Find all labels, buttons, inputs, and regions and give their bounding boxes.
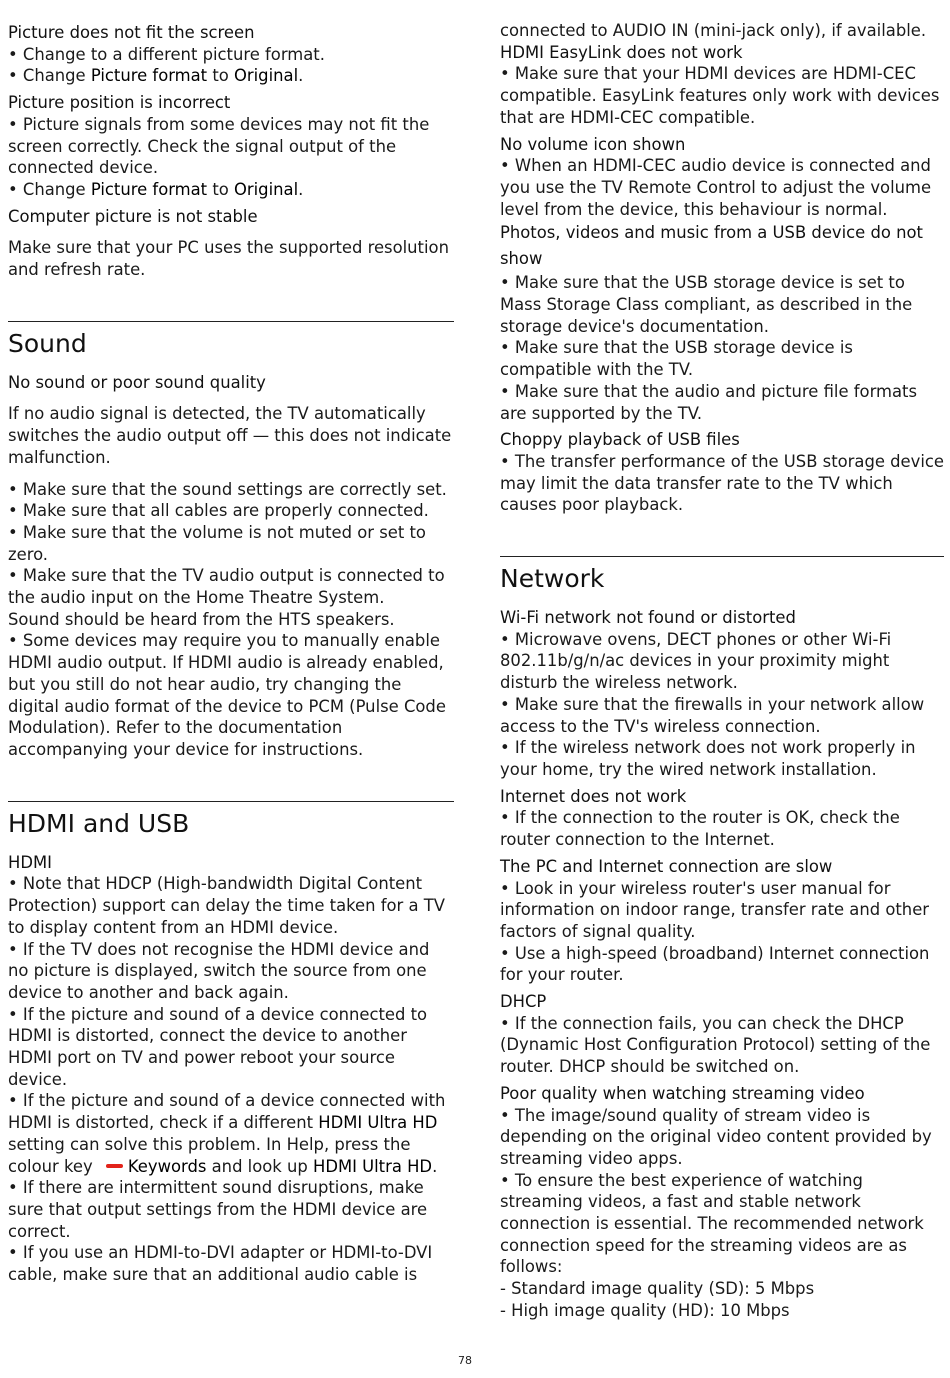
streaming-hd-speed: - High image quality (HD): 10 Mbps	[500, 1300, 790, 1320]
left-column	[8, 22, 454, 1286]
slow-connection-bullet-2: • Use a high-speed (broadband) Internet connection for your router.	[500, 943, 930, 985]
usb-media-bullet-2: • Make sure that the USB storage device is compatible with the TV.	[500, 338, 853, 380]
original-term: Original	[233, 66, 299, 86]
hdmi-bullet-2: • If the TV does not recognise the HDMI device and no picture is displayed, switch the source from one device to another and back again.	[8, 939, 430, 1002]
wifi-heading: Wi-Fi network not found or distorted	[500, 608, 796, 628]
sound-intro: If no audio signal is detected, the TV automatically switches the audio output off — this does not indicate malfunction.	[8, 404, 452, 467]
internet-heading: Internet does not work	[500, 786, 687, 806]
page-number: 78	[458, 1354, 472, 1367]
hdmi-usb-section-title: HDMI and USB	[8, 808, 190, 838]
picture-fit-heading: Picture does not fit the screen	[8, 23, 255, 42]
no-sound-heading: No sound or poor sound quality	[8, 372, 266, 392]
usb-media-bullet-3: • Make sure that the audio and picture file formats are supported by the TV.	[500, 381, 917, 423]
picture-fit-bullet-1: • Change to a different picture format.	[8, 44, 325, 64]
dhcp-heading: DHCP	[500, 992, 547, 1012]
easylink-bullet-1: • Make sure that your HDMI devices are HDMI-CEC compatible. EasyLink features only work with devices that are HDMI-CEC compatible.	[500, 64, 940, 127]
sound-bullet-1: • Make sure that the sound settings are correctly set.	[8, 479, 447, 499]
hdmi-bullet-5: • If there are intermittent sound disruptions, make sure that output settings from the HDMI device are correct.	[8, 1178, 428, 1241]
original-term: Original	[233, 179, 299, 199]
usb-media-heading: Photos, videos and music from a USB device do not show	[500, 223, 923, 269]
sound-bullet-4-note: Sound should be heard from the HTS speakers.	[8, 609, 395, 629]
volume-icon-bullet-1: • When an HDMI-CEC audio device is connected and you use the TV Remote Control to adjust the volume level from the device, this behaviour is normal.	[500, 156, 932, 219]
picture-position-heading: Picture position is incorrect	[8, 93, 231, 113]
sound-bullet-2: • Make sure that all cables are properly connected.	[8, 501, 429, 521]
sound-section-title: Sound	[8, 328, 87, 358]
hdmi-bullet-4: • If the picture and sound of a device connected with HDMI is distorted, check if a different HDMI Ultra HD setting can solve this problem. In Help, press the colour key Keywords and look up HDMI Ultra HD.	[8, 1091, 446, 1176]
network-section-title: Network	[500, 564, 605, 594]
streaming-bullet-2: • To ensure the best experience of watching streaming videos, a fast and stable network connection is essential. The recommended network connection speed for the streaming videos are as follows:	[500, 1170, 924, 1277]
usb-media-bullet-1: • Make sure that the USB storage device is set to Mass Storage Class compliant, as described in the storage device's documentation.	[500, 273, 913, 336]
streaming-heading: Poor quality when watching streaming video	[500, 1083, 865, 1103]
easylink-heading: HDMI EasyLink does not work	[500, 42, 743, 62]
usb-playback-heading: Choppy playback of USB files	[500, 430, 740, 450]
wifi-bullet-1: • Microwave ovens, DECT phones or other Wi-Fi 802.11b/g/n/ac devices in your proximity might disturb the wireless network.	[500, 629, 892, 693]
hdmi-bullet-1: • Note that HDCP (High-bandwidth Digital Content Protection) support can delay the time taken for a TV to display content from an HDMI device.	[8, 874, 445, 937]
picture-position-bullet-1: • Picture signals from some devices may not fit the screen correctly. Check the signal output of the connected device.	[8, 114, 430, 178]
sound-bullet-5: • Some devices may require you to manually enable HDMI audio output. If HDMI audio is already enabled, but you still do not hear audio, try changing the digital audio format of the device to PCM (Pulse Code Modulation). Refer to the documentation accompanying your device for instructions.	[8, 631, 446, 759]
picture-position-bullet-2: • Change Picture format to Original.	[8, 179, 304, 199]
picture-fit-bullet-2: • Change Picture format to Original.	[8, 66, 304, 86]
streaming-sd-speed: - Standard image quality (SD): 5 Mbps	[500, 1279, 815, 1299]
hdmi-continuation: connected to AUDIO IN (mini-jack only), if available.	[500, 21, 927, 40]
wifi-bullet-2: • Make sure that the firewalls in your network allow access to the TV's wireless connection.	[500, 694, 925, 736]
right-column	[500, 20, 944, 1322]
wifi-bullet-3: • If the wireless network does not work properly in your home, try the wired network installation.	[500, 738, 916, 779]
computer-picture-text: Make sure that your PC uses the supported resolution and refresh rate.	[8, 238, 449, 280]
computer-picture-heading: Computer picture is not stable	[8, 206, 258, 226]
sound-bullet-3: • Make sure that the volume is not muted or set to zero.	[8, 522, 426, 564]
slow-connection-bullet-1: • Look in your wireless router's user manual for information on indoor range, transfer rate and other factors of signal quality.	[500, 878, 930, 941]
hdmi-bullet-6: • If you use an HDMI-to-DVI adapter or HDMI-to-DVI cable, make sure that an additional audio cable is	[8, 1243, 433, 1285]
hdmi-ultra-hd-term: HDMI Ultra HD	[313, 1156, 433, 1176]
picture-format-term: Picture format	[90, 179, 208, 199]
dhcp-bullet-1: • If the connection fails, you can check the DHCP (Dynamic Host Configuration Protocol) setting of the router. DHCP should be switched on.	[500, 1013, 931, 1077]
red-colour-key-icon	[106, 1164, 123, 1168]
usb-playback-bullet-1: • The transfer performance of the USB storage device may limit the data transfer rate to the TV which causes poor playback.	[500, 451, 944, 515]
sound-bullet-4: • Make sure that the TV audio output is connected to the audio input on the Home Theatre System.	[8, 566, 445, 608]
picture-format-term: Picture format	[90, 66, 208, 86]
keywords-term: Keywords	[127, 1156, 207, 1176]
slow-connection-heading: The PC and Internet connection are slow	[500, 856, 833, 876]
hdmi-heading: HDMI	[8, 852, 52, 872]
hdmi-ultra-hd-term: HDMI Ultra HD	[318, 1113, 438, 1133]
internet-bullet-1: • If the connection to the router is OK, check the router connection to the Internet.	[500, 808, 900, 850]
streaming-bullet-1: • The image/sound quality of stream video is depending on the original video content provided by streaming video apps.	[500, 1105, 932, 1168]
volume-icon-heading: No volume icon shown	[500, 134, 686, 154]
hdmi-bullet-3: • If the picture and sound of a device connected to HDMI is distorted, connect the device to another HDMI port on TV and power reboot your source device.	[8, 1004, 428, 1089]
